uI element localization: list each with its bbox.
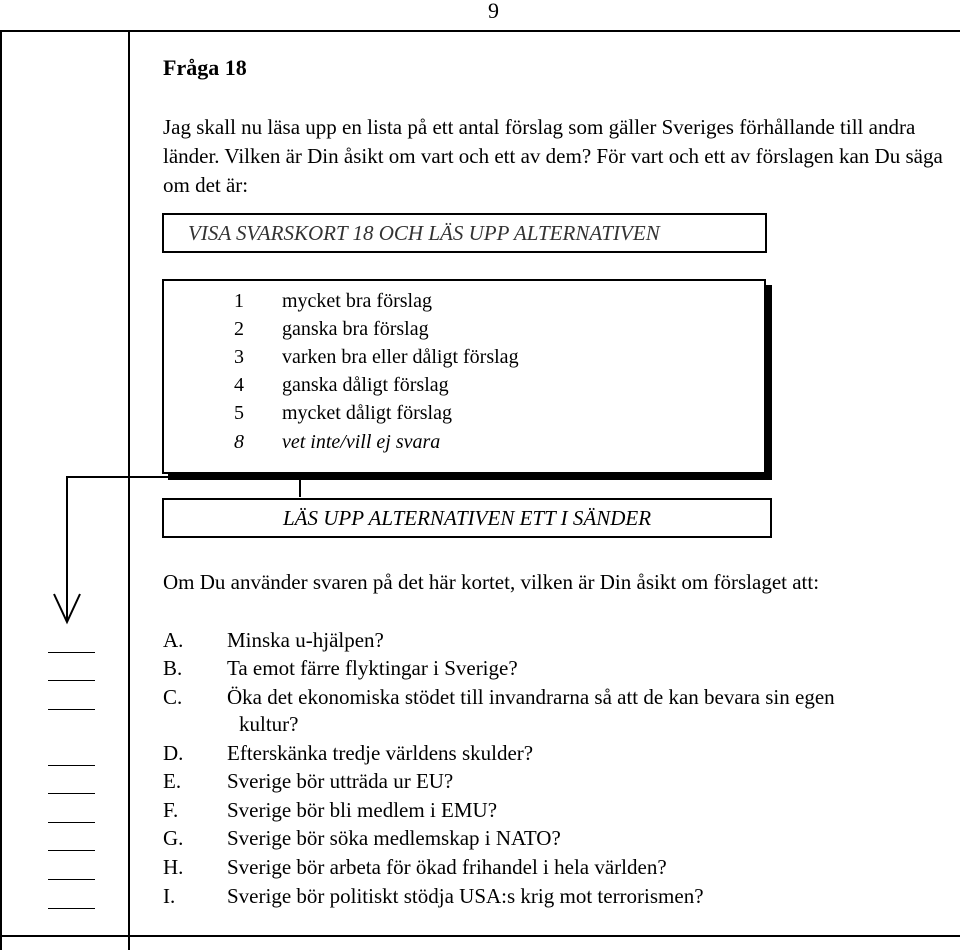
list-item: [163, 825, 561, 852]
item-text: Efterskänka tredje världens skulder?: [227, 741, 534, 765]
scale-option: [234, 373, 449, 397]
scale-label: mycket bra förslag: [282, 290, 432, 312]
scale-label: ganska dåligt förslag: [282, 374, 449, 396]
scale-number: 3: [234, 346, 244, 368]
item-letter: A.: [163, 628, 184, 652]
item-text: Sverige bör utträda ur EU?: [227, 769, 454, 793]
intro-text: Jag skall nu läsa upp en lista på ett antal förslag som gäller Sveriges förhållande till andra länder. Vilken är Din åsikt om vart och ett av dem? För vart och ett av förslagen kan Du säga om det är:: [163, 115, 943, 197]
scale-label: vet inte/vill ej svara: [282, 431, 441, 453]
question-text: Om Du använder svaren på det här kortet, vilken är Din åsikt om förslaget att:: [163, 570, 820, 594]
instruction-read-one: LÄS UPP ALTERNATIVEN ETT I SÄNDER: [162, 498, 772, 538]
item-letter: F.: [163, 798, 179, 822]
item-letter: I.: [163, 884, 176, 908]
list-item: [163, 797, 497, 824]
scale-option: [234, 430, 440, 454]
scale-number: 1: [234, 290, 244, 312]
scale-label: varken bra eller dåligt förslag: [282, 346, 519, 368]
scale-label: ganska bra förslag: [282, 318, 429, 340]
item-text: Ta emot färre flyktingar i Sverige?: [227, 656, 518, 680]
scale-number: 5: [234, 402, 244, 424]
scale-number: 4: [234, 374, 244, 396]
list-item: [163, 740, 533, 767]
scale-option: [234, 345, 519, 369]
list-item: [163, 768, 453, 795]
list-item: [163, 854, 667, 881]
response-scale-box: [162, 279, 766, 474]
answer-blank[interactable]: [48, 879, 95, 880]
item-letter: B.: [163, 656, 183, 680]
scale-option: [234, 317, 429, 341]
answer-blank[interactable]: [48, 850, 95, 851]
answer-blank[interactable]: [48, 793, 95, 794]
item-letter: D.: [163, 741, 184, 765]
scale-option: [234, 289, 432, 313]
instruction-show-card: VISA SVARSKORT 18 OCH LÄS UPP ALTERNATIVEN: [162, 213, 767, 253]
item-letter: E.: [163, 769, 182, 793]
scale-label: mycket dåligt förslag: [282, 402, 452, 424]
item-text: Sverige bör arbeta för ökad frihandel i hela världen?: [227, 855, 667, 879]
list-item: [163, 684, 835, 736]
scale-option: [234, 401, 452, 425]
scale-number: 2: [234, 318, 244, 340]
item-text: Öka det ekonomiska stödet till invandrarna så att de kan bevara sin egen: [227, 685, 835, 709]
list-item: [163, 655, 518, 682]
answer-blank[interactable]: [48, 652, 95, 653]
answer-blank[interactable]: [48, 680, 95, 681]
list-item: [163, 627, 384, 654]
answer-blank[interactable]: [48, 709, 95, 710]
page-number: 9: [488, 0, 499, 23]
item-letter: C.: [163, 685, 183, 709]
item-text: Sverige bör bli medlem i EMU?: [227, 798, 498, 822]
item-text: Sverige bör söka medlemskap i NATO?: [227, 826, 561, 850]
scale-number: 8: [234, 431, 244, 453]
answer-blank[interactable]: [48, 908, 95, 909]
answer-blank[interactable]: [48, 765, 95, 766]
item-text: Sverige bör politiskt stödja USA:s krig mot terrorismen?: [227, 884, 704, 908]
item-letter: H.: [163, 855, 184, 879]
item-text-continued: kultur?: [239, 712, 299, 736]
answer-blank[interactable]: [48, 822, 95, 823]
item-text: Minska u-hjälpen?: [227, 628, 384, 652]
question-title: Fråga 18: [163, 55, 247, 80]
item-letter: G.: [163, 826, 184, 850]
list-item: [163, 883, 704, 910]
